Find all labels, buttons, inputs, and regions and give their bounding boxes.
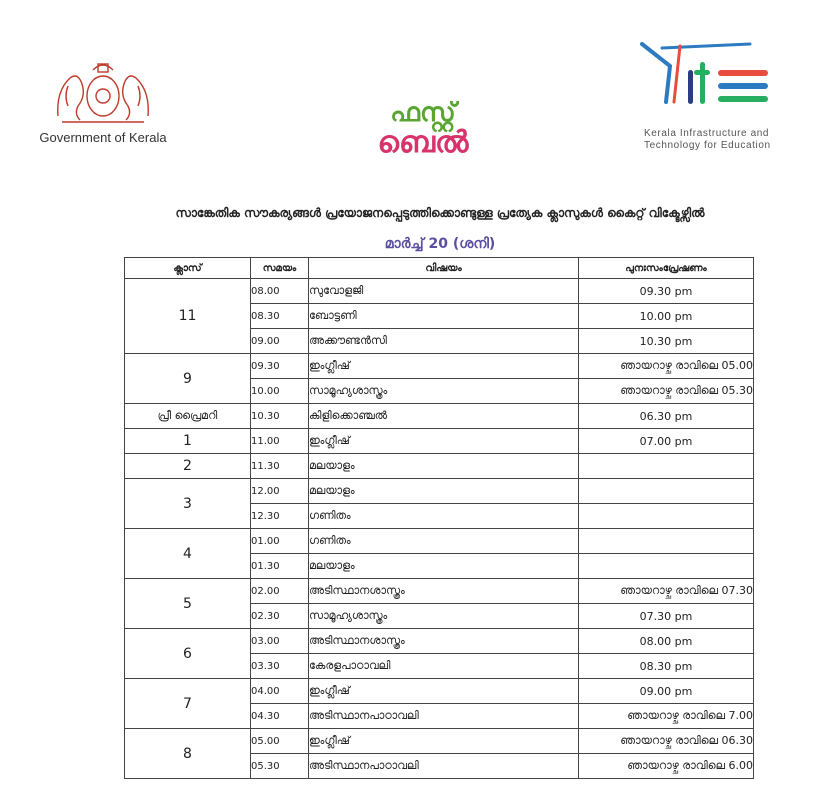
time-cell: 12.00 bbox=[251, 479, 309, 504]
retelecast-cell: ഞായറാഴ്ച രാവിലെ 05.00 bbox=[579, 354, 754, 379]
class-cell: 5 bbox=[125, 579, 251, 629]
retelecast-cell: ഞായറാഴ്ച രാവിലെ 6.00 bbox=[579, 754, 754, 779]
subject-cell: അടിസ്ഥാനപാഠാവലി bbox=[309, 704, 579, 729]
state-emblem-icon bbox=[48, 56, 158, 126]
subject-cell: കിളിക്കൊഞ്ചൽ bbox=[309, 404, 579, 429]
time-cell: 08.00 bbox=[251, 279, 309, 304]
time-cell: 11.30 bbox=[251, 454, 309, 479]
class-cell: 11 bbox=[125, 279, 251, 354]
government-label: Government of Kerala bbox=[39, 130, 167, 145]
retelecast-cell bbox=[579, 529, 754, 554]
class-cell: 8 bbox=[125, 729, 251, 779]
subject-cell: സുവോളജി bbox=[309, 279, 579, 304]
retelecast-cell: 07.00 pm bbox=[579, 429, 754, 454]
kite-mark-icon bbox=[640, 40, 805, 118]
table-row bbox=[125, 279, 754, 304]
class-cell: 9 bbox=[125, 354, 251, 404]
retelecast-cell bbox=[579, 479, 754, 504]
time-cell: 10.30 bbox=[251, 404, 309, 429]
column-header-class: ക്ലാസ് bbox=[125, 258, 251, 279]
table-row bbox=[125, 679, 754, 704]
government-of-kerala-logo bbox=[28, 56, 178, 145]
first-bell-logo bbox=[368, 100, 478, 158]
retelecast-cell: ഞായറാഴ്ച രാവിലെ 07.30 bbox=[579, 579, 754, 604]
table-row bbox=[125, 454, 754, 479]
retelecast-cell: 08.30 pm bbox=[579, 654, 754, 679]
retelecast-cell: 09.00 pm bbox=[579, 679, 754, 704]
class-cell: 1 bbox=[125, 429, 251, 454]
subject-cell: ഗണിതം bbox=[309, 504, 579, 529]
first-bell-logo-line2: ബെൽ bbox=[377, 125, 469, 160]
subject-cell: ഇംഗ്ലീഷ് bbox=[309, 429, 579, 454]
table-row bbox=[125, 404, 754, 429]
retelecast-cell: 10.30 pm bbox=[579, 329, 754, 354]
subject-cell: അടിസ്ഥാനശാസ്ത്രം bbox=[309, 579, 579, 604]
column-header-time: സമയം bbox=[251, 258, 309, 279]
table-row bbox=[125, 429, 754, 454]
subject-cell: സാമൂഹ്യശാസ്ത്രം bbox=[309, 379, 579, 404]
retelecast-cell: 06.30 pm bbox=[579, 404, 754, 429]
kite-tagline-2: Technology for Education bbox=[644, 140, 771, 151]
time-cell: 01.00 bbox=[251, 529, 309, 554]
table-row bbox=[125, 729, 754, 754]
subject-cell: മലയാളം bbox=[309, 554, 579, 579]
retelecast-cell bbox=[579, 504, 754, 529]
class-cell: 2 bbox=[125, 454, 251, 479]
retelecast-cell bbox=[579, 554, 754, 579]
table-header-row bbox=[125, 258, 754, 279]
table-row bbox=[125, 579, 754, 604]
time-cell: 04.30 bbox=[251, 704, 309, 729]
retelecast-cell: 07.30 pm bbox=[579, 604, 754, 629]
class-cell: 7 bbox=[125, 679, 251, 729]
time-cell: 05.30 bbox=[251, 754, 309, 779]
time-cell: 10.00 bbox=[251, 379, 309, 404]
retelecast-cell bbox=[579, 454, 754, 479]
time-cell: 04.00 bbox=[251, 679, 309, 704]
table-row bbox=[125, 354, 754, 379]
page-heading: സാങ്കേതിക സൗകര്യങ്ങൾ പ്രയോജനപ്പെടുത്തിക്കൊണ്ടുള്ള പ്രത്യേക ക്ലാസുകൾ കൈറ്റ് വിക്ടേഴ്സിൽ bbox=[175, 206, 705, 220]
time-cell: 03.30 bbox=[251, 654, 309, 679]
kite-logo bbox=[640, 40, 810, 152]
retelecast-cell: ഞായറാഴ്ച രാവിലെ 7.00 bbox=[579, 704, 754, 729]
retelecast-cell: ഞായറാഴ്ച രാവിലെ 06.30 bbox=[579, 729, 754, 754]
column-header-subject: വിഷയം bbox=[309, 258, 579, 279]
schedule-table bbox=[124, 257, 754, 779]
column-header-retelecast: പുനഃസംപ്രേഷണം bbox=[579, 258, 754, 279]
subject-cell: കേരളപാഠാവലി bbox=[309, 654, 579, 679]
subject-cell: ഇംഗ്ലീഷ് bbox=[309, 354, 579, 379]
subject-cell: മലയാളം bbox=[309, 454, 579, 479]
subject-cell: ഇംഗ്ലീഷ് bbox=[309, 729, 579, 754]
schedule-date: മാർച്ച് 20 (ശനി) bbox=[384, 236, 496, 252]
time-cell: 08.30 bbox=[251, 304, 309, 329]
time-cell: 02.30 bbox=[251, 604, 309, 629]
retelecast-cell: 09.30 pm bbox=[579, 279, 754, 304]
time-cell: 09.30 bbox=[251, 354, 309, 379]
subject-cell: മലയാളം bbox=[309, 479, 579, 504]
first-bell-logo-line1: ഫസ്റ്റ് bbox=[390, 98, 456, 128]
subject-cell: ഗണിതം bbox=[309, 529, 579, 554]
subject-cell: സാമൂഹ്യശാസ്ത്രം bbox=[309, 604, 579, 629]
subject-cell: ഇംഗ്ലീഷ് bbox=[309, 679, 579, 704]
time-cell: 03.00 bbox=[251, 629, 309, 654]
retelecast-cell: ഞായറാഴ്ച രാവിലെ 05.30 bbox=[579, 379, 754, 404]
class-cell: 3 bbox=[125, 479, 251, 529]
retelecast-cell: 08.00 pm bbox=[579, 629, 754, 654]
table-row bbox=[125, 479, 754, 504]
retelecast-cell: 10.00 pm bbox=[579, 304, 754, 329]
class-cell: 4 bbox=[125, 529, 251, 579]
time-cell: 05.00 bbox=[251, 729, 309, 754]
table-row bbox=[125, 529, 754, 554]
time-cell: 09.00 bbox=[251, 329, 309, 354]
time-cell: 02.00 bbox=[251, 579, 309, 604]
table-row bbox=[125, 629, 754, 654]
subject-cell: അക്കൗണ്ടൻസി bbox=[309, 329, 579, 354]
subject-cell: അടിസ്ഥാനപാഠാവലി bbox=[309, 754, 579, 779]
kite-tagline-1: Kerala Infrastructure and bbox=[644, 128, 770, 139]
class-cell: 6 bbox=[125, 629, 251, 679]
time-cell: 12.30 bbox=[251, 504, 309, 529]
time-cell: 01.30 bbox=[251, 554, 309, 579]
class-cell: പ്രീ പ്രൈമറി bbox=[125, 404, 251, 429]
subject-cell: അടിസ്ഥാനശാസ്ത്രം bbox=[309, 629, 579, 654]
schedule-body bbox=[125, 279, 754, 779]
subject-cell: ബോട്ടണി bbox=[309, 304, 579, 329]
time-cell: 11.00 bbox=[251, 429, 309, 454]
